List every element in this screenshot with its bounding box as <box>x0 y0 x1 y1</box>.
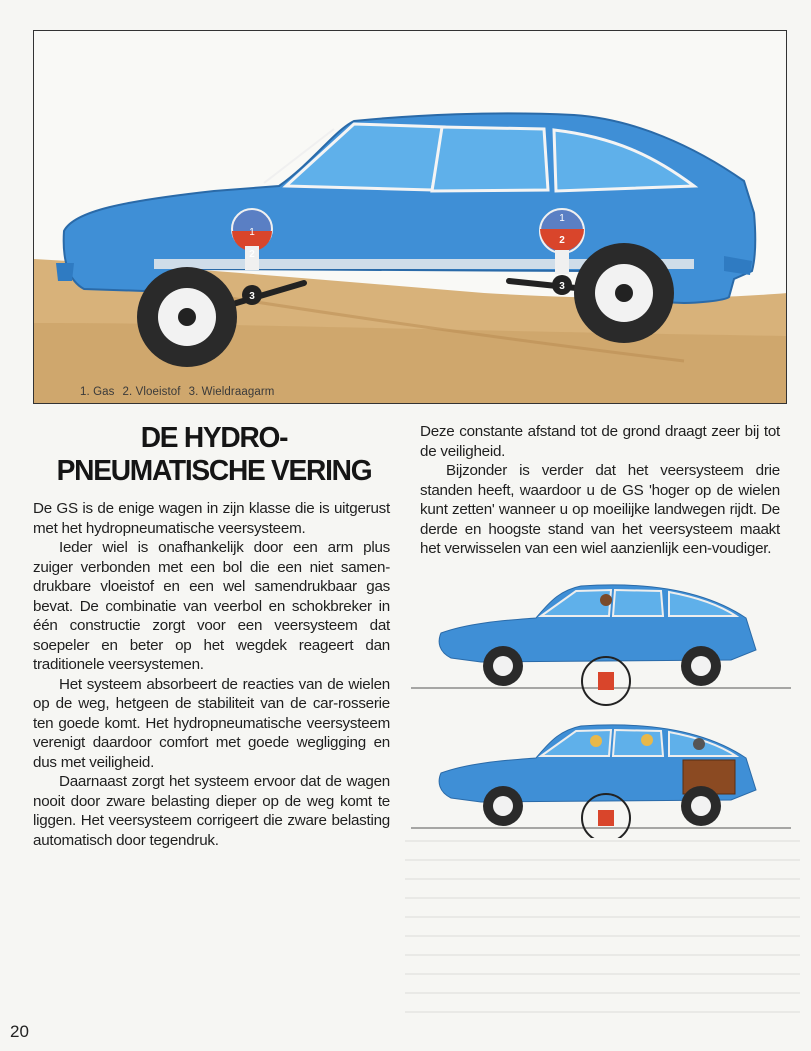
rear-wheel <box>574 243 674 343</box>
paragraph: Deze constante afstand tot de grond draagt zeer bij tot de veiligheid. <box>420 423 780 460</box>
car-loaded <box>411 725 791 838</box>
svg-text:1: 1 <box>249 227 255 238</box>
paragraph: Ieder wiel is onafhankelijk door een arm plus zuiger verbonden met een bol die een niet samen-drukbare vloeistof en een wel samendrukbaar gas bevat. De combinatie van veerbol en schokbreker in één constructie zorgt voor een veersysteem dat soepeler en beter op het wegdek reageert dan traditionele veersystemen. <box>33 539 390 673</box>
figure-caption: 1. Gas 2. Vloeistof 3. Wieldraagarm <box>80 386 275 398</box>
svg-text:2: 2 <box>249 249 255 260</box>
car-unloaded <box>411 585 791 705</box>
paragraph: De GS is de enige wagen in zijn klasse die is uitgerust met het hydropneumatische veersysteem. <box>33 500 390 537</box>
load-comparison-illustration <box>411 578 791 838</box>
page-number: 20 <box>10 1022 29 1041</box>
suspension-diagram <box>33 30 787 404</box>
right-text-column <box>420 422 780 559</box>
paragraph: Het systeem absorbeert de reacties van de wielen op de weg, hetgeen de stabiliteit van de car-rosserie ten goede komt. Het hydropneumatische veersysteem verenigt daardoor comfort met goede wegligging en dus met veiligheid. <box>33 675 390 771</box>
front-wheel <box>137 267 237 367</box>
paragraph: Bijzonder is verder dat het veersysteem drie standen heeft, waardoor u de GS 'hoger op de wielen kunt zetten' wanneer u op moeilijke landwegen rijdt. De derde en hoogste stand van het veersysteem maakt het verwisselen van een wiel aanzienlijk een-voudiger. <box>420 462 780 557</box>
car-cutaway-illustration <box>34 31 787 404</box>
paragraph: Daarnaast zorgt het systeem ervoor dat de wagen nooit door zware belasting dieper op de weg komt te liggen. Het veersysteem corrigeert die zware belasting automatisch door tegendruk. <box>33 773 390 849</box>
svg-text:2: 2 <box>559 235 565 246</box>
left-text-column <box>33 499 390 850</box>
svg-text:1: 1 <box>559 213 565 224</box>
show-through-texture <box>405 840 800 1030</box>
page-title: DE HYDRO- PNEUMATISCHE VERING <box>56 422 372 487</box>
svg-text:3: 3 <box>249 291 255 302</box>
svg-text:3: 3 <box>559 281 565 292</box>
